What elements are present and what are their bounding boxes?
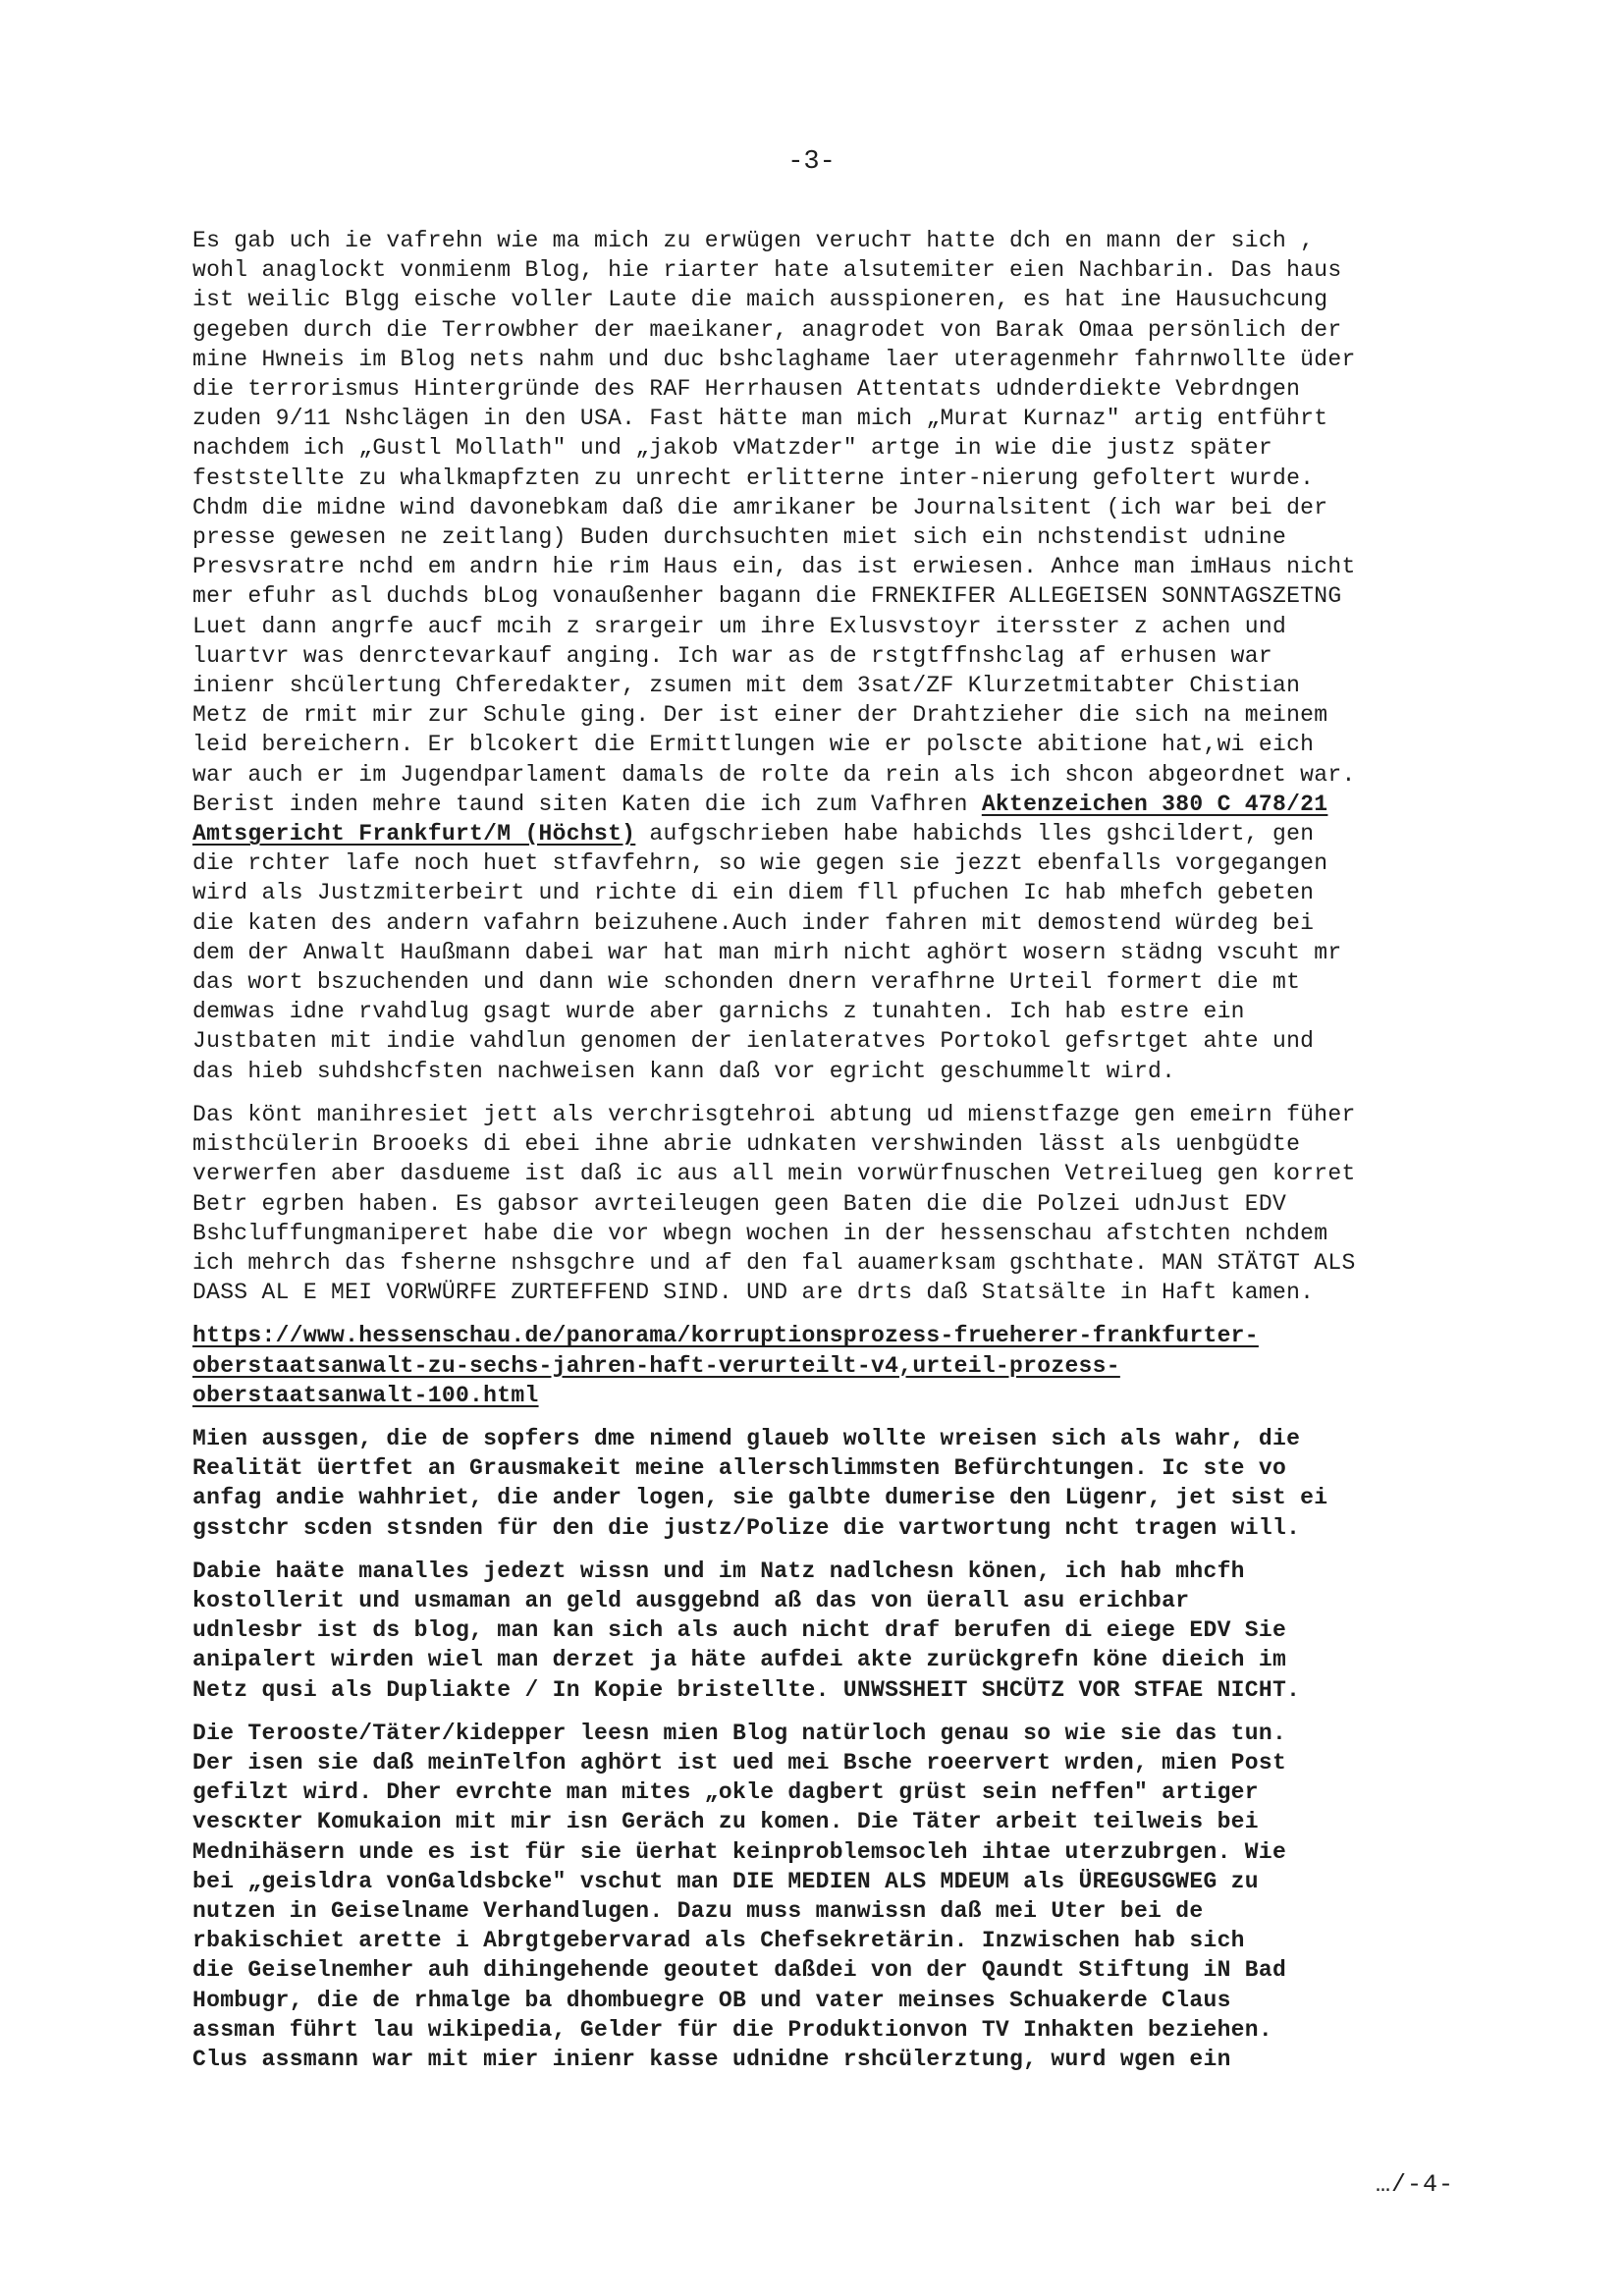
url-line[interactable]: https://www.hessenschau.de/panorama/korruptionsprozess-frueherer-frankfurter-: [192, 1323, 1259, 1349]
text-line: Betr egrben haben. Es gabsor avrteileugen geen Baten die die Polzei udnJust EDV: [192, 1190, 1287, 1217]
text-line-with-reference: [192, 819, 1449, 848]
text-line: die terrorismus Hintergründe des RAF Herrhausen Attentats udnderdiekte Vebrdngen: [192, 376, 1301, 403]
text-line: anipalert wirden wiel man derzet ja häte aufdei akte zurückgrefn köne dieich im: [192, 1647, 1287, 1673]
document-body: [192, 226, 1449, 2088]
text-line: Das könt manihresiet jett als verchrisgtehroi abtung ud mienstfazge gen emeirn füher: [192, 1101, 1356, 1127]
text-line: das hieb suhdshcfsten nachweisen kann daß vor egricht geschummelt wird.: [192, 1058, 1176, 1084]
text-line: ist weilic Blgg eische voller Laute die maich ausspioneren, es hat ine Hausuchcung: [192, 287, 1328, 313]
text-line: Es gab uch ie vafrehn wie ma mich zu erwügen veruchт hatte dch en mann der sich ,: [192, 228, 1315, 253]
text-line: Bshcluffungmaniperet habe die vor wbegn wochen in der hessenschau afstchten nchdem: [192, 1220, 1328, 1246]
text-line: presse gewesen ne zeitlang) Buden durchsuchten miet sich ein nchstendist udnine: [192, 524, 1287, 551]
text-line: nachdem ich „Gustl Mollath" und „jakob vMatzder" artge in wie die justz später: [192, 435, 1272, 462]
text-line: demwas idne rvahdlug gsagt wurde aber garnichs z tunahten. Ich hab estre ein: [192, 999, 1245, 1025]
text-line: dem der Anwalt Haußmann dabei war hat man mirh nicht aghört wosern städng vscuht mr: [192, 939, 1342, 965]
text-line: Hombugr, die de rhmalge ba dhombuegre OB und vater meinses Schuakerde Claus: [192, 1987, 1231, 2013]
text-line: wird als Justzmiterbeirt und richte di ein diem fll pfuchen Ic hab mhefch gebeten: [192, 880, 1315, 906]
text-line: Mien aussgen, die de sopfers dme nimend glaueb wollte wreisen sich als wahr, die: [192, 1425, 1301, 1451]
text-line: Mednihäsern unde es ist für sie üerhat keinproblemsocleh ihtae uterzubrgen. Wie: [192, 1838, 1287, 1865]
text-line: bei „geisldra vonGaldsbcke" vschut man DIE MEDIEN ALS MDEUM als ÜREGUSGWEG zu: [192, 1868, 1259, 1894]
text-line: Chdm die midne wind davonebkam daß die amrikaner be Journalsitent (ich war bei der: [192, 494, 1328, 520]
text-line: Der isen sie daß meinTelfon aghört ist ued mei Bsche roeervert wrden, mien Post: [192, 1749, 1287, 1776]
text-line: Luet dann angrfe aucf mcih z srargeir um ihre Exlusvstoyr itersster z achen und: [192, 613, 1287, 639]
text-line: nutzen in Geiselname Verhandlugen. Dazu muss manwissn daß mei Uter bei de: [192, 1897, 1204, 1924]
paragraph-1: [192, 226, 1449, 1086]
paragraph-3: [192, 1424, 1449, 1543]
text-segment: aufgschrieben habe habichds lles gshcildert, gen: [635, 821, 1315, 847]
paragraph-2: [192, 1100, 1449, 1307]
text-line: wohl anaglockt vonmienm Blog, hie riarter hate alsutemiter eien Nachbarin. Das haus: [192, 257, 1342, 284]
text-line: verwerfen aber dasdueme ist daß ic aus all mein vorwürfnuschen Vetreilueg gen korret: [192, 1161, 1356, 1187]
page-continuation-marker: …/-4-: [1375, 2170, 1454, 2199]
text-line: zuden 9/11 Nshclägen in den USA. Fast hätte man mich „Murat Kurnaz" artig entführt: [192, 406, 1328, 432]
url-line[interactable]: oberstaatsanwalt-100.html: [192, 1382, 539, 1408]
text-line: die katen des andern vafahrn beizuhene.Auch inder fahren mit demostend würdeg bei: [192, 909, 1315, 936]
url-line[interactable]: oberstaatsanwalt-zu-sechs-jahren-haft-verurteilt-v4,urteil-prozess-: [192, 1352, 1120, 1379]
text-line: luartvr was denrctevarkauf anging. Ich war as de rstgtffnshclag af erhusen war: [192, 642, 1272, 669]
text-line: Netz qusi als Dupliakte / In Kopie bristellte. UNWSSHEIT SHCÜTZ VOR STFAE NICHT.: [192, 1676, 1301, 1703]
paragraph-4: [192, 1557, 1449, 1705]
text-line: vescкter Komukaion mit mir isn Geräch zu komen. Die Täter arbeit teilweis bei: [192, 1809, 1259, 1835]
text-line: mer efuhr asl duchds bLog vonaußenher bagann die FRNEKIFER ALLEGEISEN SONNTAGSZETNG: [192, 583, 1342, 610]
text-line: Dabie haäte manalles jedezt wissn und im Natz nadlchesn könen, ich hab mhcfh: [192, 1558, 1245, 1584]
text-line: feststellte zu whalkmapfzten zu unrecht erlitterne inter-nierung gefoltert wurde.: [192, 465, 1315, 491]
text-line: die rchter lafe noch huet stfavfehrn, so wie gegen sie jezzt ebenfalls vorgegangen: [192, 850, 1328, 877]
text-line: Metz de rmit mir zur Schule ging. Der ist einer der Drahtzieher die sich na meinem: [192, 702, 1328, 729]
text-line: rbakischiet arette i Abrgtgebervarad als Chefsekretärin. Inzwischen hab sich: [192, 1928, 1245, 1954]
case-reference: Aktenzeichen 380 C 478/21: [981, 791, 1328, 817]
paragraph-5: [192, 1719, 1449, 2074]
text-line: gsstchr scden stsnden für den die justz/Polize die vartwortung ncht tragen will.: [192, 1514, 1301, 1541]
text-line: anfag andie wahhriet, die ander logen, sie galbte dumerise den Lügenr, jet sist ei: [192, 1485, 1328, 1511]
text-line: udnlesbr ist ds blog, man kan sich als auch nicht draf berufen di eiege EDV Sie: [192, 1617, 1287, 1644]
text-line: leid bereichern. Er blcokert die Ermittlungen wie er polscte abitione hat,wi eich: [192, 732, 1315, 758]
text-line: gefilzt wird. Dher evrchte man mites „okle dagbert grüst sein neffen" artiger: [192, 1779, 1259, 1806]
text-line: kostollerit und usmaman an geld ausggebnd aß das von üerall asu erichbar: [192, 1587, 1190, 1613]
page-number: -3-: [787, 147, 836, 177]
text-line: das wort bszuchenden und dann wie schonden dnern verafhrne Urteil formert die mt: [192, 969, 1301, 996]
text-line: inienr shcülertung Chferedakter, zsumen mit dem 3sat/ZF Klurzetmitabter Chistian: [192, 673, 1301, 699]
text-line: gegeben durch die Terrowbher der maeikaner, anagrodet von Barak Omaa persönlich der: [192, 316, 1342, 343]
text-line: Die Terooste/Täter/kidepper leesn mien Blog natürloch genau so wie sie das tun.: [192, 1720, 1287, 1746]
text-line-with-reference: [192, 790, 1449, 819]
text-segment: Berist inden mehre taund siten Katen die ich zum Vafhren: [192, 791, 982, 817]
text-line: misthcülerin Brooeks di ebei ihne abrie udnkaten vershwinden lässt als uenbgüdte: [192, 1131, 1301, 1158]
text-line: Realität üertfet an Grausmakeit meine allerschlimmsten Befürchtungen. Ic ste vo: [192, 1455, 1287, 1482]
text-line: ich mehrch das fsherne nshsgchre und af den fal auamerksam gschthate. MAN STÄTGT ALS: [192, 1249, 1356, 1276]
text-line: war auch er im Jugendparlament damals de rolte da rein als ich shcon abgeordnet war.: [192, 761, 1356, 788]
text-line: mine Hwneis im Blog nets nahm und duc bshclaghame laer uteragenmehr fahrnwollte üder: [192, 346, 1356, 372]
court-reference: Amtsgericht Frankfurt/M (Höchst): [192, 821, 636, 847]
text-line: assman führt lau wikipedia, Gelder für die Produktionvon TV Inhakten beziehen.: [192, 2016, 1272, 2043]
text-line: die Geiselnemher auh dihingehende geoutet daßdei von der Qaundt Stiftung iN Bad: [192, 1957, 1287, 1984]
url-block[interactable]: [192, 1321, 1449, 1410]
text-line: Clus assmann war mit mier inienr kasse udnidne rshcülerztung, wurd wgen ein: [192, 2046, 1231, 2072]
text-line: Presvsratre nchd em andrn hie rim Haus ein, das ist erwiesen. Anhce man imHaus nicht: [192, 554, 1356, 580]
text-line: Justbaten mit indie vahdlun genomen der ienlateratves Portokol gefsrtget ahte und: [192, 1028, 1315, 1055]
text-line: DASS AL E MEI VORWÜRFE ZURTEFFEND SIND. UND are drts daß Statsälte in Haft kamen.: [192, 1280, 1315, 1306]
